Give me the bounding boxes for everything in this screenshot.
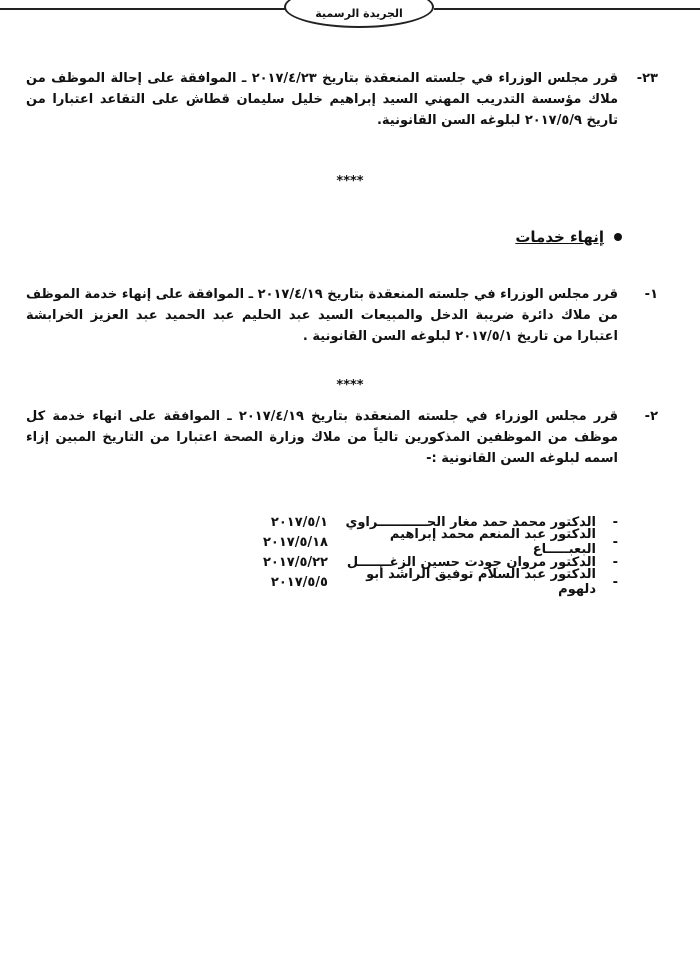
employee-date: ٢٠١٧/٥/٢٢ bbox=[262, 554, 328, 570]
employee-date: ٢٠١٧/٥/٥ bbox=[270, 574, 328, 590]
employee-row bbox=[138, 567, 618, 597]
list-dash: - bbox=[612, 534, 618, 550]
bullet-icon bbox=[614, 233, 622, 241]
item-number: ٢- bbox=[644, 409, 658, 424]
item-text: قرر مجلس الوزراء في جلسته المنعقدة بتاريخ ٢٠١٧/٤/٢٣ ـ الموافقة على إحالة الموظف من ملاك مؤسسة التدريب المهني السيد إبراهيم خليل سليمان قطاش على التقاعد اعتبارا من تاريخ ٢٠١٧/٥/٩ لبلوغه السن القانونية. bbox=[26, 71, 618, 128]
item-text: قرر مجلس الوزراء في جلسته المنعقدة بتاريخ ٢٠١٧/٤/١٩ ـ الموافقة على انهاء خدمة كل موظف من الموظفين المذكورين تالياً من ملاك وزارة الصحة اعتبارا من التاريخ المبين إزاء اسمه لبلوغه السن القانونية :- bbox=[26, 409, 618, 466]
list-dash: - bbox=[612, 514, 618, 530]
decision-item bbox=[26, 68, 658, 131]
employee-name: الدكتور عبد السلام توفيق الراشد أبو دلهوم bbox=[366, 567, 596, 597]
decision-item bbox=[26, 406, 658, 469]
section-heading bbox=[515, 228, 622, 246]
separator-stars: **** bbox=[336, 378, 364, 393]
employee-list bbox=[138, 512, 618, 597]
item-number: ١- bbox=[644, 287, 658, 302]
employee-date: ٢٠١٧/٥/١ bbox=[270, 514, 328, 530]
employee-name: الدكتور مروان جودت حسين الزغـــــــل bbox=[346, 554, 596, 570]
employee-name: الدكتور محمد حمد مغار الحـــــــــــراوي bbox=[345, 514, 596, 530]
section-heading-text: إنهاء خدمات bbox=[515, 228, 604, 246]
item-number: ٢٣- bbox=[636, 71, 658, 86]
employee-date: ٢٠١٧/٥/١٨ bbox=[262, 534, 328, 550]
employee-name: الدكتور عبد المنعم محمد إبراهيم البعبـــــاع bbox=[389, 527, 596, 557]
separator-stars: **** bbox=[336, 174, 364, 189]
list-dash: - bbox=[612, 554, 618, 570]
list-dash: - bbox=[612, 574, 618, 590]
item-text: قرر مجلس الوزراء في جلسته المنعقدة بتاريخ ٢٠١٧/٤/١٩ ـ الموافقة على إنهاء خدمة الموظف من ملاك دائرة ضريبة الدخل والمبيعات السيد عبد الحليم عبد الحميد عبد العزيز الخرابشة اعتبارا من تاريخ ٢٠١٧/٥/١ لبلوغه السن القانونية . bbox=[26, 287, 618, 344]
decision-item bbox=[26, 284, 658, 347]
employee-row bbox=[138, 527, 618, 557]
gazette-header-title: الجريدة الرسمية bbox=[284, 0, 434, 28]
